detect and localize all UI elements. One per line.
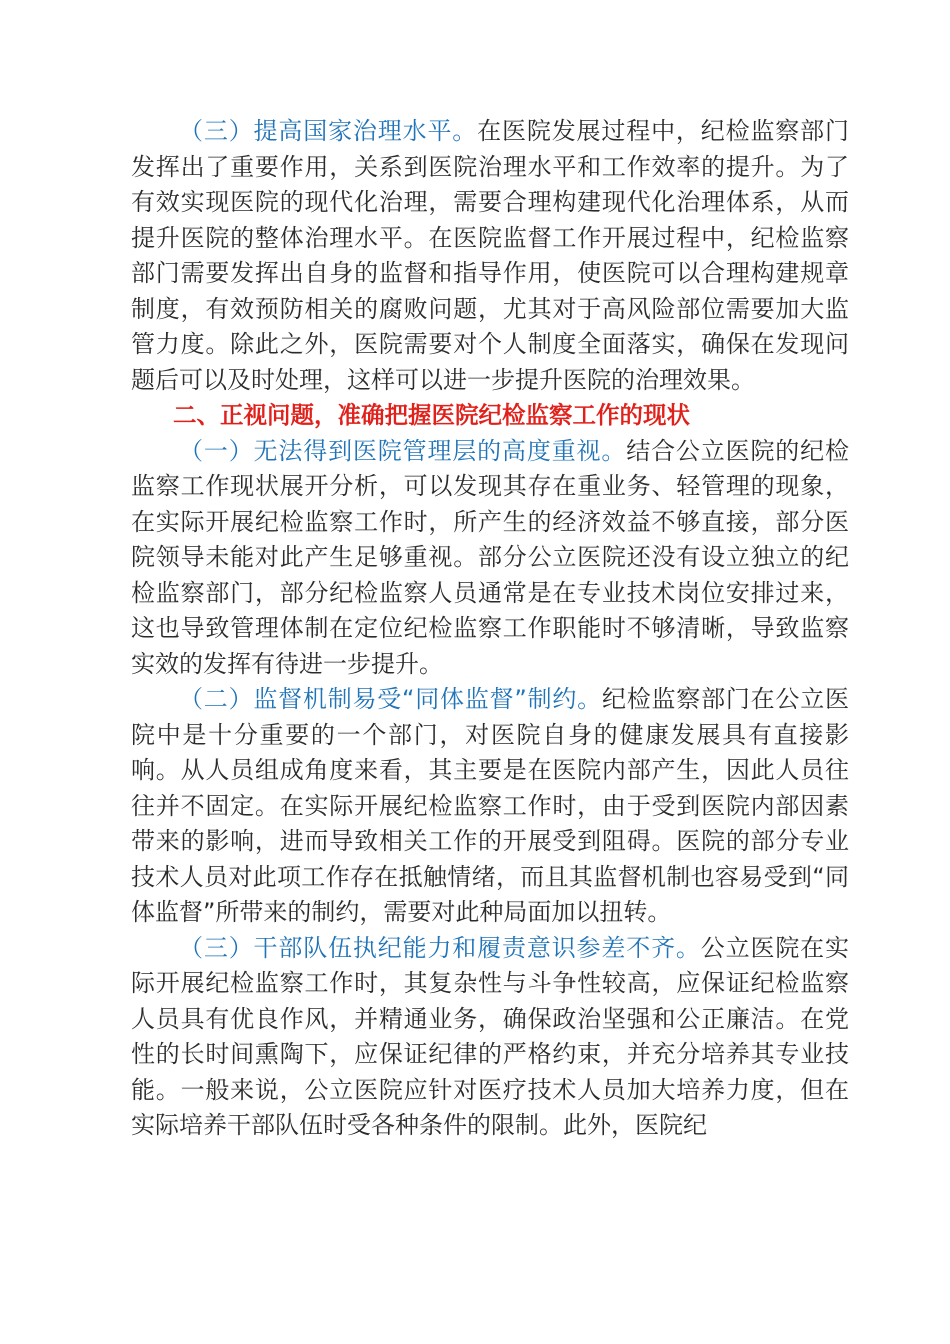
paragraph-supervision-mechanism [131, 682, 849, 931]
paragraph-governance [131, 114, 849, 398]
paragraph-heading: （三）提高国家治理水平。 [179, 117, 478, 145]
paragraph-heading: （三）干部队伍执纪能力和履责意识参差不齐。 [179, 933, 701, 962]
paragraph-body: 纪检监察部门在公立医院中是十分重要的一个部门，对医院自身的健康发展具有直接影响。从人员组成角度来看，其主要是在医院内部产生，因此人员往往并不固定。在实际开展纪检监察工作时，由于受到医院内部因素带来的影响，进而导致相关工作的开展受到阻碍。医院的部分专业技术人员对此项工作存在抵触情绪，而且其监督机制也容易受到“同体监督”所带来的制约，需要对此种局面加以扭转。 [131, 685, 849, 926]
paragraph-body: 结合公立医院的纪检监察工作现状展开分析，可以发现其存在重业务、轻管理的现象，在实际开展纪检监察工作时，所产生的经济效益不够直接，部分医院领导未能对此产生足够重视。部分公立医院还没有设立独立的纪检监察部门，部分纪检监察人员通常是在专业技术岗位安排过来，这也导致管理体制在定位纪检监察工作职能时不够清晰，导致监察实效的发挥有待进一步提升。 [131, 436, 850, 678]
paragraph-heading: （一）无法得到医院管理层的高度重视。 [179, 436, 627, 465]
document-page [131, 114, 849, 1144]
paragraph-management-attention [131, 434, 849, 683]
paragraph-heading: （二）监督机制易受“同体监督”制约。 [179, 685, 602, 713]
paragraph-cadre-team [131, 931, 849, 1144]
section-title: 二、正视问题，准确把握医院纪检监察工作的现状 [173, 401, 690, 429]
paragraph-body: 在医院发展过程中，纪检监察部门发挥出了重要作用，关系到医院治理水平和工作效率的提升。为了有效实现医院的现代化治理，需要合理构建现代化治理体系，从而提升医院的整体治理水平。在医院监督工作开展过程中，纪检监察部门需要发挥出自身的监督和指导作用，使医院可以合理构建规章制度，有效预防相关的腐败问题，尤其对于高风险部位需要加大监管力度。除此之外，医院需要对个人制度全面落实，确保在发现问题后可以及时处理，这样可以进一步提升医院的治理效果。 [131, 117, 850, 394]
paragraph-body: 公立医院在实际开展纪检监察工作时，其复杂性与斗争性较高，应保证纪检监察人员具有优良作风，并精通业务，确保政治坚强和公正廉洁。在党性的长时间熏陶下，应保证纪律的严格约束，并充分培养其专业技能。一般来说，公立医院应针对医疗技术人员加大培养力度，但在实际培养干部队伍时受各种条件的限制。此外，医院纪 [131, 933, 850, 1139]
